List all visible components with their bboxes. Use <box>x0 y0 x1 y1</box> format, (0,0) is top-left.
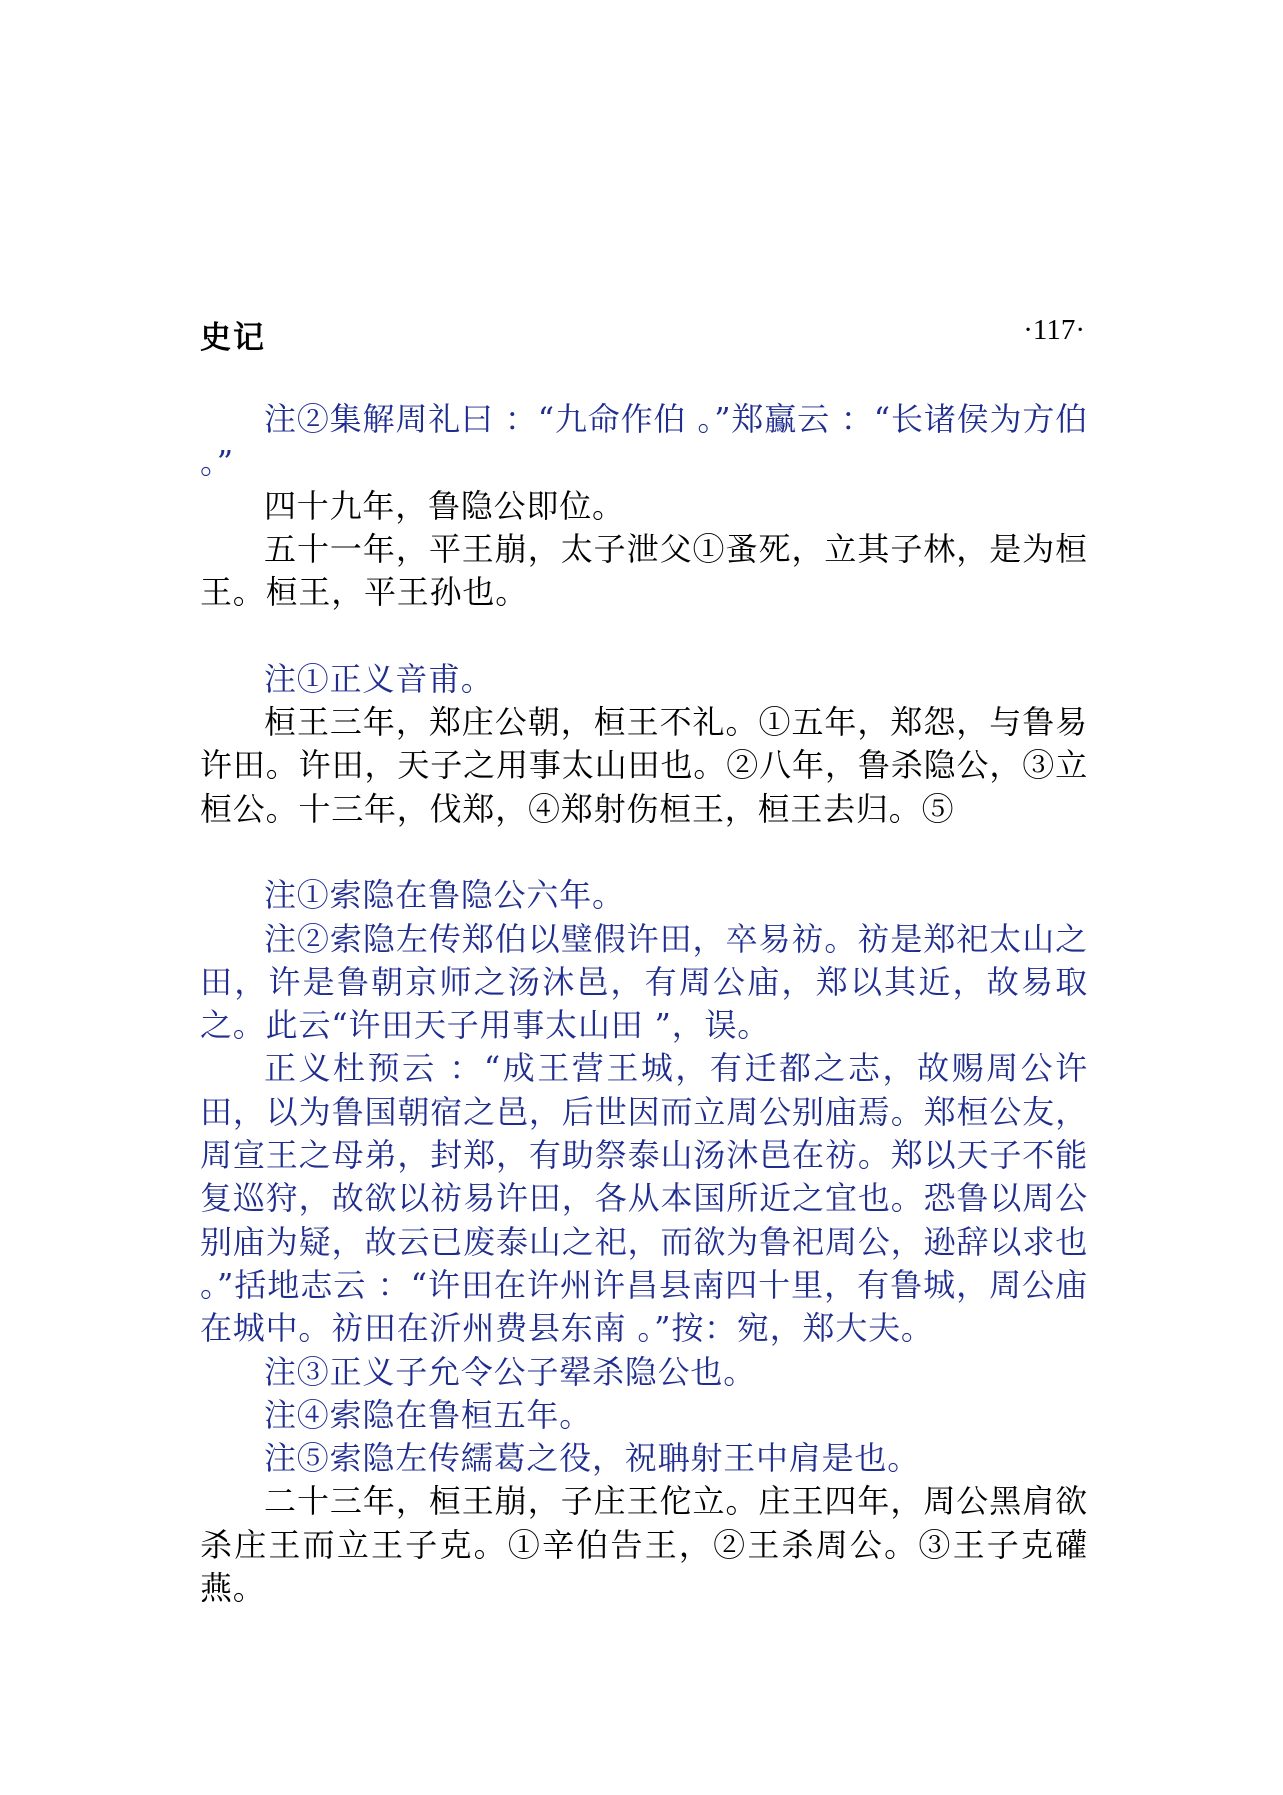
annotation-paragraph: 注④索隐在鲁桓五年。 <box>264 1395 593 1434</box>
running-title: 史记 <box>200 320 266 356</box>
page-number: ·117· <box>1023 314 1085 346</box>
page-body <box>200 398 1088 1610</box>
main-text-paragraph: 二十三年，桓王崩，子庄王佗立。庄王四年，周公黑肩欲杀庄王而立王子克。①辛伯告王，②王杀周公。③王子克礶燕。 <box>200 1482 1088 1608</box>
annotation-paragraph: 注①正义音甫。 <box>264 659 494 698</box>
annotation-paragraph: 注①索隐在鲁隐公六年。 <box>264 876 625 915</box>
main-text-paragraph: 五十一年，平王崩，太子泄父①蚤死，立其子林，是为桓王。桓王，平王孙也。 <box>200 529 1088 612</box>
page-header <box>200 312 1085 356</box>
main-text-paragraph: 桓王三年，郑庄公朝，桓王不礼。①五年，郑怨，与鲁易许田。许田，天子之用事太山田也。②八年，鲁杀隐公，③立桓公。十三年，伐郑，④郑射伤桓王，桓王去归。⑤ <box>200 703 1088 828</box>
annotation-paragraph: 注②集解周礼曰 ：“九命作伯 。”郑鸁云 ：“长诸侯为方伯 。” <box>200 400 1088 482</box>
annotation-paragraph: 正义杜预云 ：“成王营王城，有迁都之志，故赐周公许田，以为鲁国朝宿之邑，后世因而立周公别庙焉。郑桓公友，周宣王之母弟，封郑，有助祭泰山汤沐邑在祊。郑以天子不能复巡狩，故欲以祊易许田，各从本国所近之宜也。恐鲁以周公别庙为疑，故云已废泰山之祀，而欲为鲁祀周公，逊辞以求也 。”括地志云 ：“许田在许州许昌县南四十里，有鲁城，周公庙在城中。祊田在沂州费县东南 。”按：宛，郑大夫。 <box>200 1049 1088 1348</box>
annotation-paragraph: 注②索隐左传郑伯以璧假许田，卒易祊。祊是郑祀太山之田，许是鲁朝京师之汤沐邑，有周公庙，郑以其近，故易取之。此云“许田天子用事太山田 ”，误。 <box>200 919 1088 1045</box>
main-text-paragraph: 四十九年，鲁隐公即位。 <box>264 486 625 525</box>
annotation-paragraph: 注⑤索隐左传繻葛之役，祝聃射王中肩是也。 <box>264 1439 921 1478</box>
annotation-paragraph: 注③正义子允令公子翚杀隐公也。 <box>264 1352 757 1391</box>
